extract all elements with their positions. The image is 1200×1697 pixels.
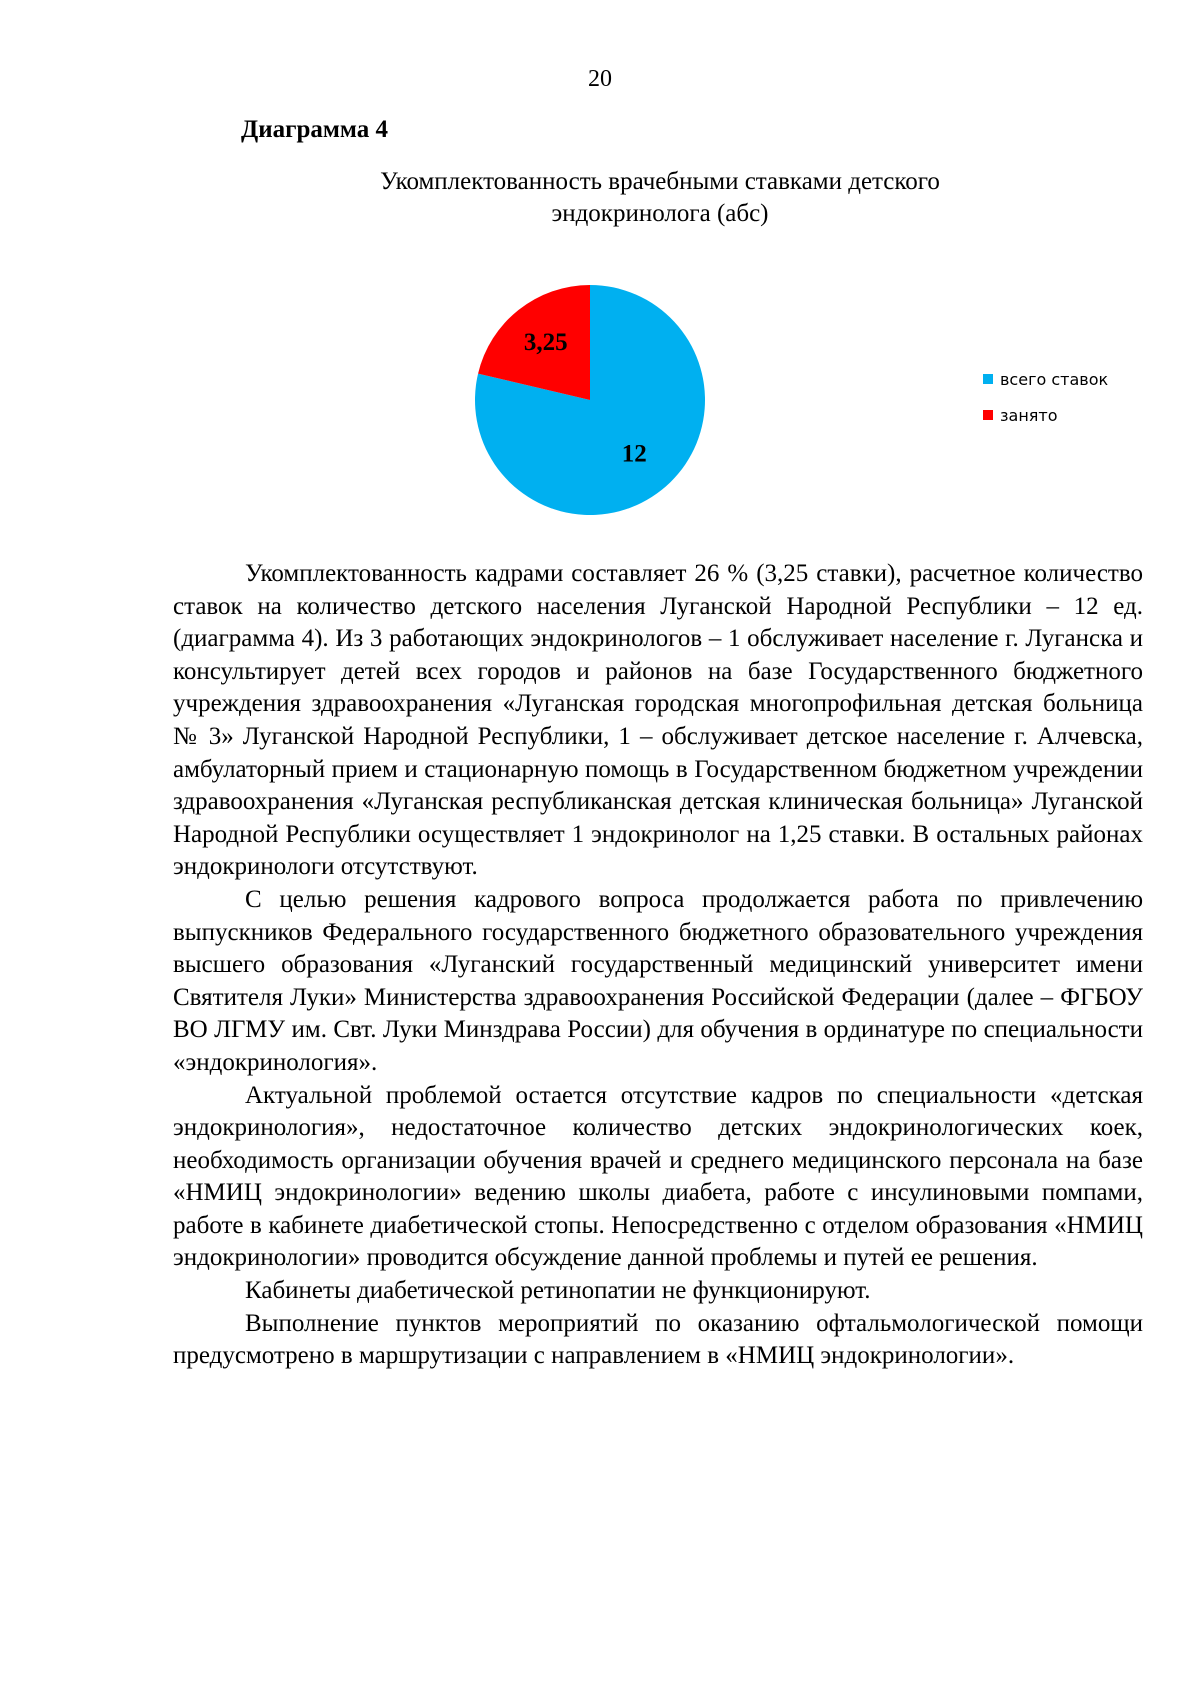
legend-swatch bbox=[983, 410, 993, 420]
paragraph: Кабинеты диабетической ретинопатии не функционируют. bbox=[245, 1277, 871, 1305]
legend-item bbox=[983, 368, 1108, 390]
paragraph: Укомплектованность кадрами составляет 26 % (3,25 ставки), расчетное количество ставок на количество детского населения Луганской Народной Республики – 12 ед. (диаграмма 4). Из 3 работающих эндокринологов – 1 обслуживает население г. Луганска и консультирует детей всех городов и районов на базе Государственного бюджетного учреждения здравоохранения «Луганская городская многопрофильная детская больница № 3» Луганской Народной Республики, 1 – обслуживает детское население г. Алчевска, амбулаторный прием и стационарную помощь в Государственном бюджетном учреждении здравоохранения «Луганская республиканская детская клиническая больница» Луганской Народной Республики осуществляет 1 эндокринолог на 1,25 ставки. В остальных районах эндокринологи отсутствуют. bbox=[173, 560, 1143, 881]
legend-swatch bbox=[983, 374, 993, 384]
page-number: 20 bbox=[588, 66, 612, 92]
chart-legend bbox=[983, 368, 1108, 440]
pie-chart bbox=[460, 270, 720, 530]
pie-data-label: 12 bbox=[621, 440, 647, 468]
chart-title-line-2: эндокринолога (абс) bbox=[551, 200, 769, 227]
chart-title bbox=[300, 166, 1020, 230]
paragraph: Выполнение пунктов мероприятий по оказанию офтальмологической помощи предусмотрено в маршрутизации с направлением в «НМИЦ эндокринологии». bbox=[173, 1309, 1143, 1370]
diagram-heading: Диаграмма 4 bbox=[241, 116, 388, 143]
chart-title-line-1: Укомплектованность врачебными ставками детского bbox=[380, 168, 940, 195]
pie-data-label: 3,25 bbox=[523, 328, 568, 356]
body-text bbox=[173, 558, 1143, 1373]
legend-label: всего ставок bbox=[1000, 369, 1109, 389]
legend-item bbox=[983, 404, 1108, 426]
paragraph: Актуальной проблемой остается отсутствие кадров по специальности «детская эндокринология», недостаточное количество детских эндокринологических коек, необходимость организации обучения врачей и среднего медицинского персонала на базе «НМИЦ эндокринологии» ведению школы диабета, работе с инсулиновыми помпами, работе в кабинете диабетической стопы. Непосредственно с отделом образования «НМИЦ эндокринологии» проводится обсуждение данной проблемы и путей ее решения. bbox=[173, 1081, 1143, 1272]
legend-label: занято bbox=[1000, 405, 1058, 425]
paragraph: С целью решения кадрового вопроса продолжается работа по привлечению выпускников Федерального государственного бюджетного образовательного учреждения высшего образования «Луганский государственный медицинский университет имени Святителя Луки» Министерства здравоохранения Российской Федерации (далее – ФГБОУ ВО ЛГМУ им. Свт. Луки Минздрава России) для обучения в ординатуре по специальности «эндокринология». bbox=[173, 885, 1143, 1076]
